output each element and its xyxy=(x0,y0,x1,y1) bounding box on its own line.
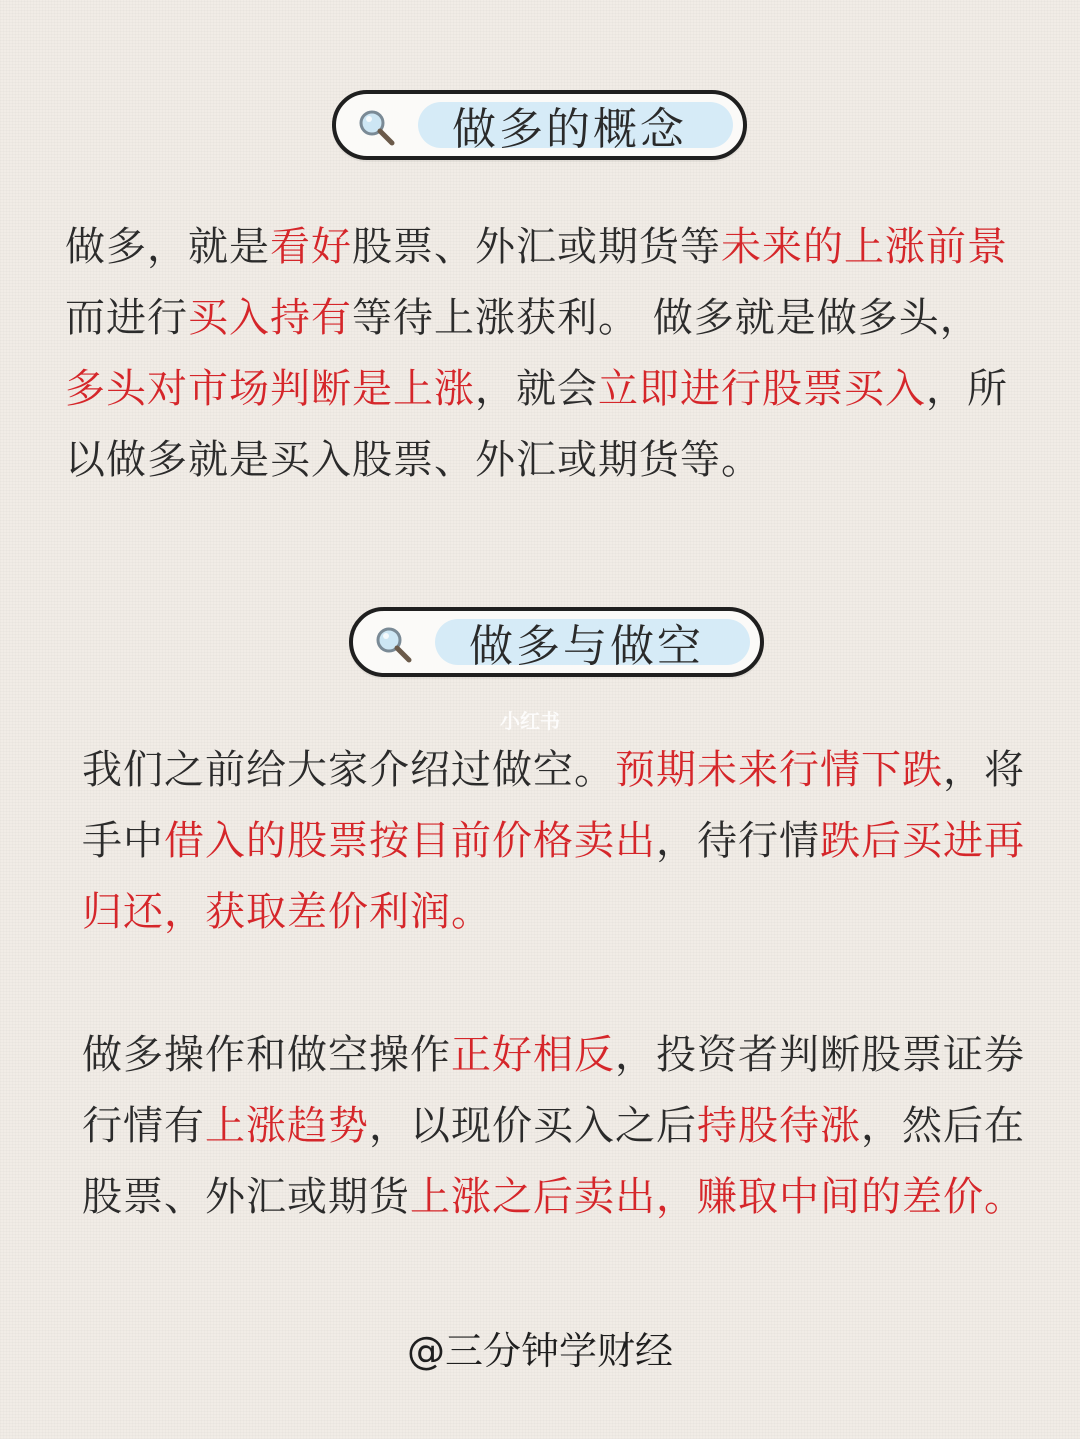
body-text: ，将手中 xyxy=(82,747,1025,864)
body-text: 等待上涨获利。 做多就是做多头， xyxy=(352,295,981,341)
body-text: ，所以做多就是买入股票、外汇或期货等。 xyxy=(65,366,1008,483)
highlight-text: 多头对市场判断是上涨 xyxy=(65,366,475,412)
section1-title: 做多的概念 xyxy=(452,104,687,155)
body-text: 股票、外汇或期货等 xyxy=(352,224,721,270)
section1-header xyxy=(332,90,747,160)
body-text: ，然后在股票、外汇或期货 xyxy=(82,1103,1025,1220)
highlight-text: 看好 xyxy=(270,224,352,270)
watermark: 小红书 xyxy=(500,709,560,733)
section2-header xyxy=(349,607,764,677)
body-text: ，投资者判断股票证券行情有 xyxy=(82,1032,1025,1149)
highlight-text: 借入的股票按目前价格卖出 xyxy=(164,818,656,864)
highlight-text: 预期未来行情下跌 xyxy=(615,747,943,793)
body-text: 做多操作和做空操作 xyxy=(82,1032,451,1078)
body-text: ，以现价买入之后 xyxy=(369,1103,697,1149)
highlight-text: 立即进行股票买入 xyxy=(598,366,926,412)
highlight-text: 上涨之后卖出，赚取中间的差价。 xyxy=(410,1174,1025,1220)
body-text: 做多，就是 xyxy=(65,224,270,270)
highlight-text: 未来的上涨前景 xyxy=(721,224,1008,270)
highlight-text: 跌后买进再归还，获取差价利润。 xyxy=(82,818,1025,935)
highlight-text: 持股待涨 xyxy=(697,1103,861,1149)
body-text: 而进行 xyxy=(65,295,188,341)
body-text: ，就会 xyxy=(475,366,598,412)
section2-title: 做多与做空 xyxy=(469,621,704,672)
highlight-text: 上涨趋势 xyxy=(205,1103,369,1149)
section2-paragraph-2 xyxy=(82,1020,1027,1233)
highlight-text: 买入持有 xyxy=(188,295,352,341)
section2-paragraph-1 xyxy=(82,735,1027,948)
section1-paragraph xyxy=(65,212,1010,496)
highlight-text: 正好相反 xyxy=(451,1032,615,1078)
footer-author: @三分钟学财经 xyxy=(406,1329,673,1373)
body-text: ，待行情 xyxy=(656,818,820,864)
body-text: 我们之前给大家介绍过做空。 xyxy=(82,747,615,793)
